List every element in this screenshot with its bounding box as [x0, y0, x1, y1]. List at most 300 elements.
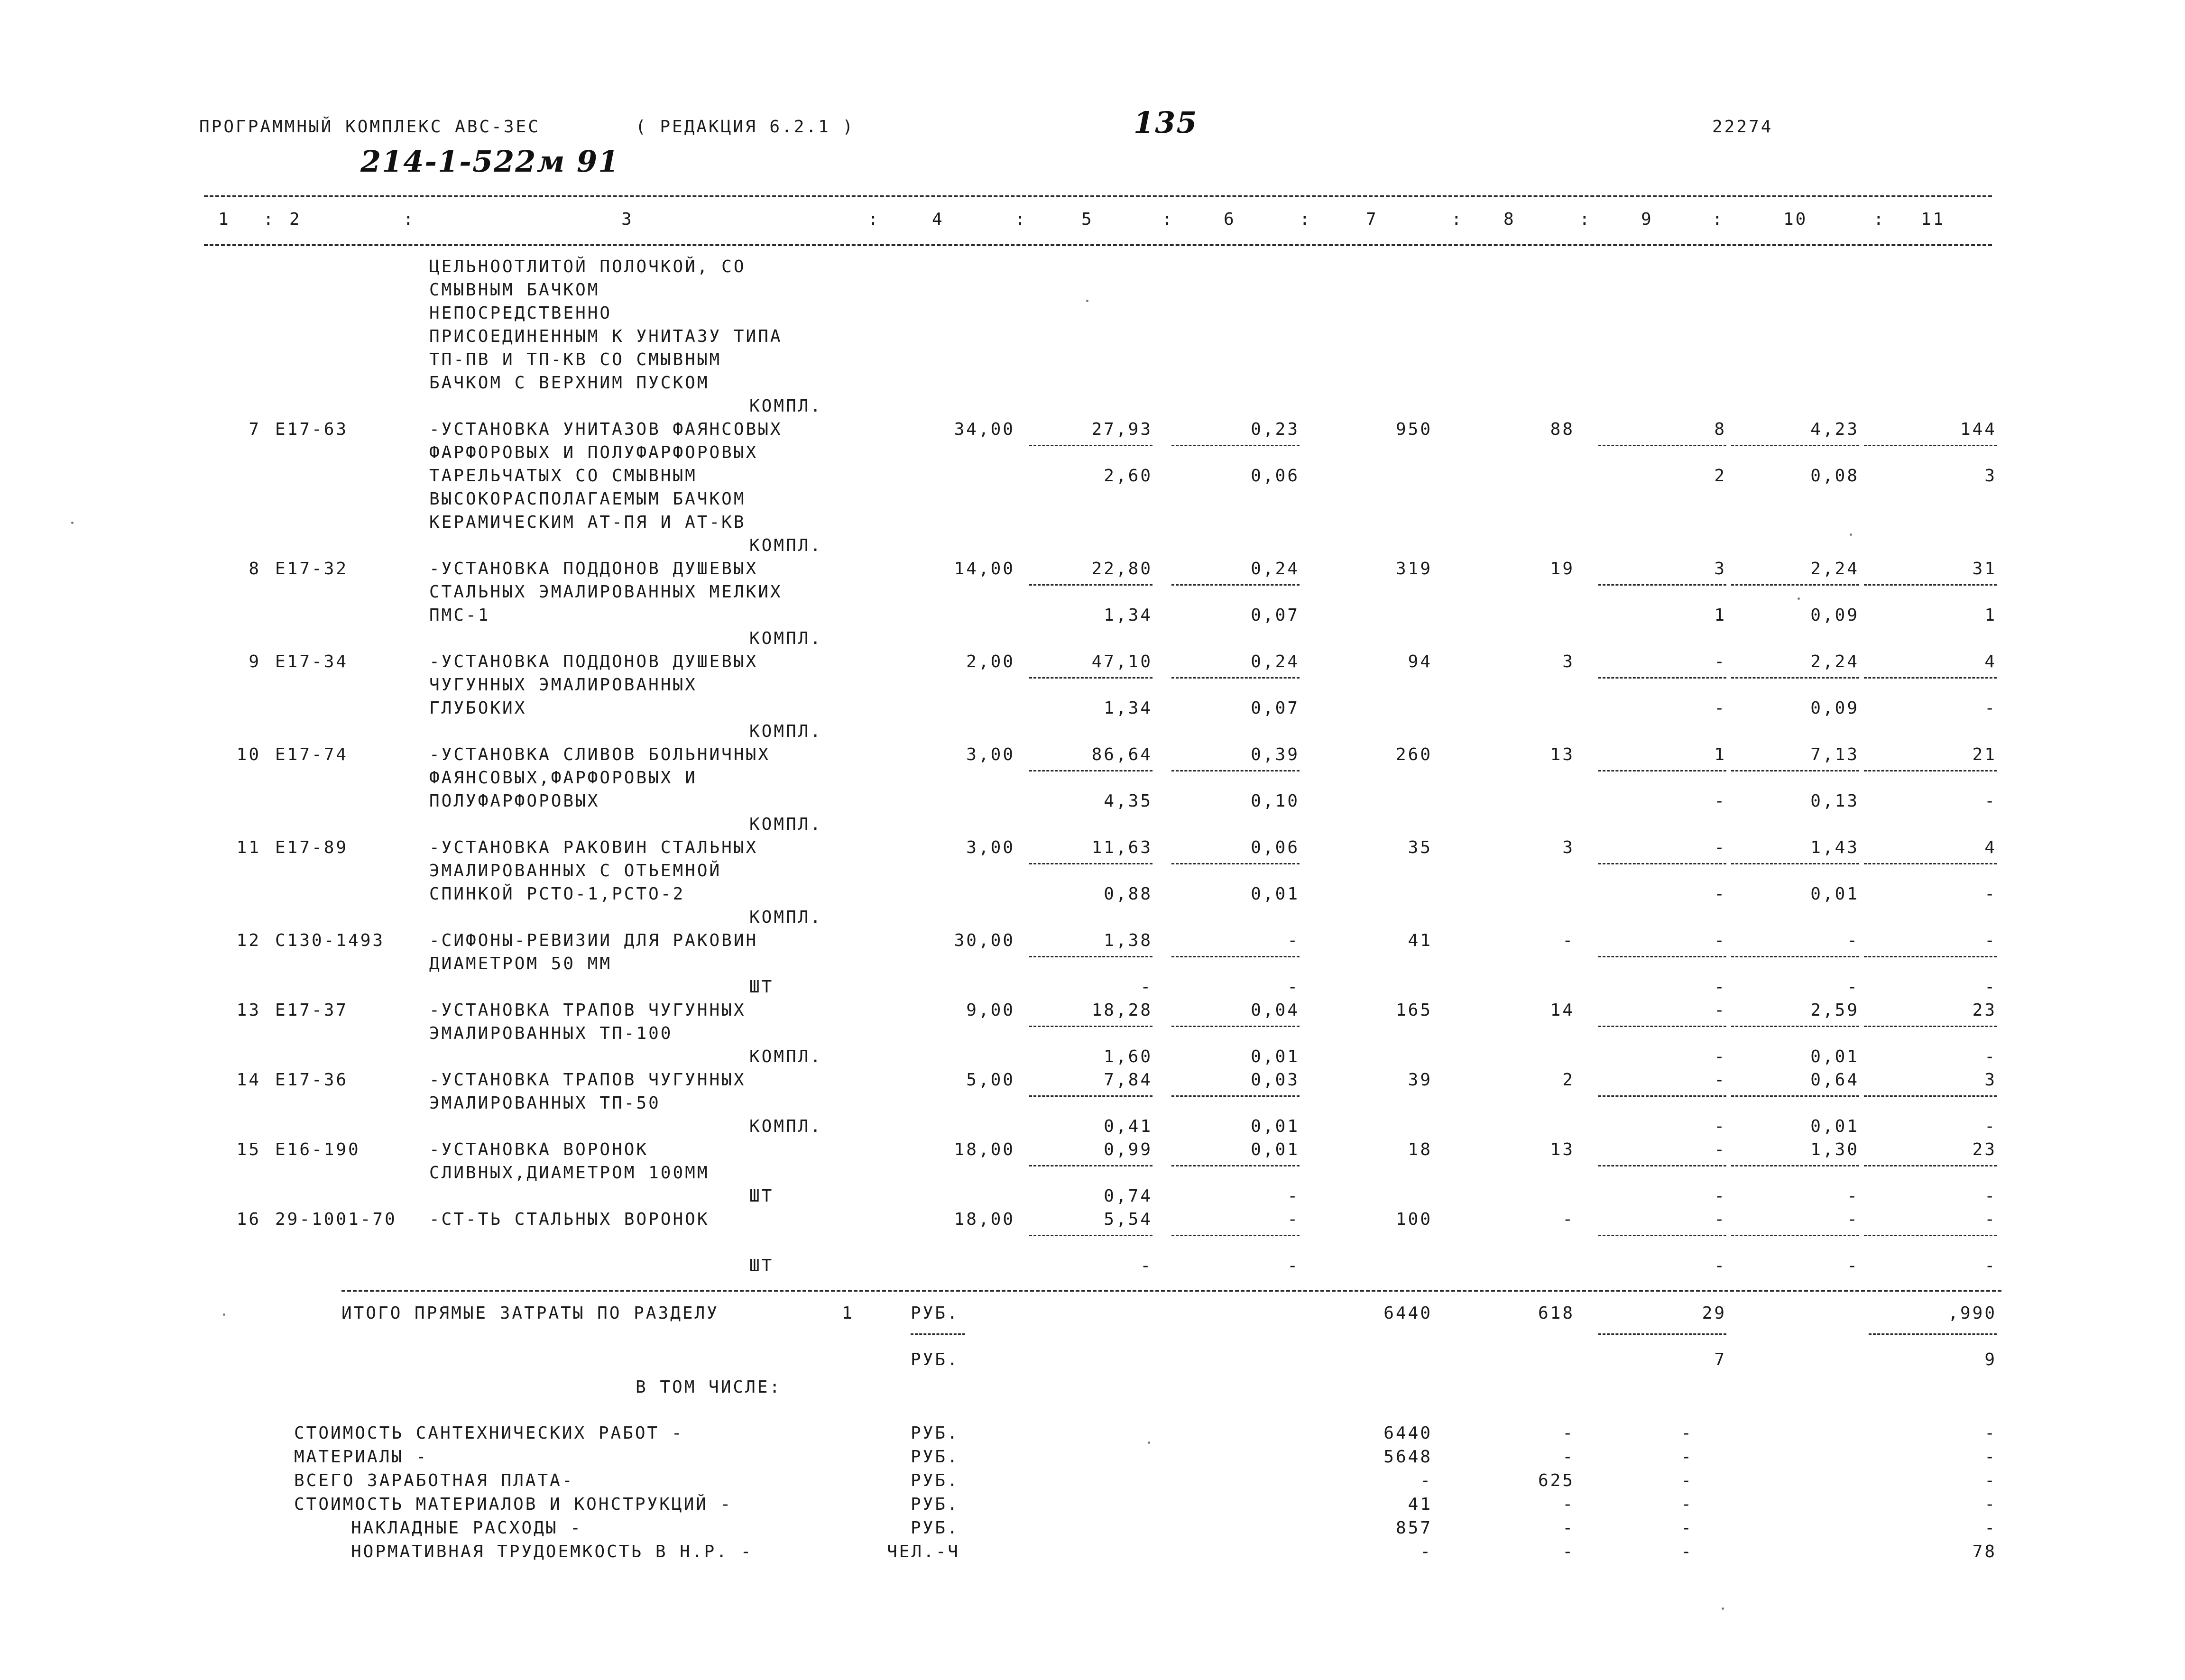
row-separator-rule [1864, 1165, 1997, 1166]
total-c11b: 9 [1984, 1350, 1997, 1369]
row-separator-rule [1731, 1165, 1859, 1166]
breakdown-c7: 5648 [1383, 1447, 1432, 1467]
row-c10b: 0,09 [1810, 698, 1859, 718]
row-c8: 3 [1562, 838, 1575, 857]
row-separator-rule [1598, 677, 1726, 679]
row-c7: 94 [1408, 652, 1432, 671]
row-c10: 7,13 [1810, 745, 1859, 764]
row-description-line: ЭМАЛИРОВАННЫХ ТП-100 [429, 1024, 673, 1043]
breakdown-unit: РУБ. [911, 1471, 959, 1490]
row-separator-rule [1171, 1235, 1300, 1236]
row-number: 15 [236, 1140, 261, 1159]
row-c6b: - [1287, 1256, 1300, 1276]
row-separator-rule [1731, 1095, 1859, 1097]
row-c6b: 0,06 [1251, 466, 1300, 486]
row-c9b: 1 [1714, 606, 1726, 625]
breakdown-c8: - [1562, 1495, 1575, 1514]
breakdown-label: СТОИМОСТЬ МАТЕРИАЛОВ И КОНСТРУКЦИЙ - [294, 1495, 733, 1514]
row-c5b: 0,41 [1104, 1117, 1152, 1136]
column-header-7: 7 [1366, 210, 1378, 229]
column-header-10: 10 [1783, 210, 1808, 229]
row-c7: 260 [1395, 745, 1432, 764]
row-c5: 18,28 [1091, 1001, 1152, 1020]
row-c10b: - [1847, 1186, 1859, 1206]
column-separator: : [868, 210, 880, 229]
row-c9: 8 [1714, 420, 1726, 439]
scan-speck [223, 1313, 225, 1316]
row-c8: 19 [1550, 559, 1575, 578]
row-separator-rule [1731, 1026, 1859, 1027]
row-separator-rule [1864, 445, 1997, 446]
row-c11: 4 [1984, 838, 1997, 857]
row-qty: 18,00 [954, 1210, 1015, 1229]
row-c9: - [1714, 1001, 1726, 1020]
breakdown-c9: - [1681, 1423, 1693, 1443]
row-separator-rule [1171, 863, 1300, 864]
row-c11b: - [1984, 1256, 1997, 1276]
row-c11: - [1984, 931, 1997, 950]
row-code: 29-1001-70 [275, 1210, 397, 1229]
row-separator-rule [1598, 445, 1726, 446]
row-c9b: - [1714, 1256, 1726, 1276]
row-description-line: -УСТАНОВКА СЛИВОВ БОЛЬНИЧНЫХ [429, 745, 770, 764]
row-unit: КОМПЛ. [749, 1047, 823, 1066]
row-separator-rule [1731, 770, 1859, 771]
row-c8: 14 [1550, 1001, 1575, 1020]
handwritten-code: 214-1-522м 91 [360, 144, 620, 179]
column-header-4: 4 [932, 210, 944, 229]
breakdown-c8: 625 [1538, 1471, 1575, 1490]
row-c11b: - [1984, 884, 1997, 904]
row-c6: 0,03 [1251, 1070, 1300, 1090]
breakdown-c7: 6440 [1383, 1423, 1432, 1443]
total-unit-rule [911, 1333, 965, 1335]
row-separator-rule [1029, 584, 1152, 586]
row-separator-rule [1029, 770, 1152, 771]
row-c5: 5,54 [1104, 1210, 1152, 1229]
row-c11b: 3 [1984, 466, 1997, 486]
breakdown-c9: - [1681, 1447, 1693, 1467]
intro-line: ЦЕЛЬНООТЛИТОЙ ПОЛОЧКОЙ, СО [429, 257, 746, 276]
row-description-line: ГЛУБОКИХ [429, 698, 527, 718]
row-unit: ШТ [749, 1256, 774, 1276]
column-header-2: 2 [289, 210, 302, 229]
row-description-line: ЧУГУННЫХ ЭМАЛИРОВАННЫХ [429, 675, 697, 695]
row-separator-rule [1029, 956, 1152, 957]
row-c11: 31 [1972, 559, 1997, 578]
row-code: С130-1493 [275, 931, 385, 950]
row-c8: 13 [1550, 1140, 1575, 1159]
row-separator-rule [1171, 1095, 1300, 1097]
edition-label: ( РЕДАКЦИЯ 6.2.1 ) [636, 117, 855, 137]
row-qty: 3,00 [966, 745, 1015, 764]
column-separator: : [1451, 210, 1464, 229]
row-c9: 1 [1714, 745, 1726, 764]
row-c5b: 0,74 [1104, 1186, 1152, 1206]
row-number: 13 [236, 1001, 261, 1020]
row-number: 16 [236, 1210, 261, 1229]
row-description-line: -УСТАНОВКА УНИТАЗОВ ФАЯНСОВЫХ [429, 420, 783, 439]
row-c11b: - [1984, 1186, 1997, 1206]
row-c5: 27,93 [1091, 420, 1152, 439]
row-c11: 4 [1984, 652, 1997, 671]
row-qty: 2,00 [966, 652, 1015, 671]
row-c11: 144 [1960, 420, 1997, 439]
row-separator-rule [1864, 956, 1997, 957]
row-separator-rule [1864, 863, 1997, 864]
row-unit: КОМПЛ. [749, 1117, 823, 1136]
header-rule-bottom [204, 244, 1992, 246]
row-separator-rule [1171, 677, 1300, 679]
row-c5: 1,38 [1104, 931, 1152, 950]
row-c10b: 0,09 [1810, 606, 1859, 625]
row-separator-rule [1864, 1095, 1997, 1097]
row-separator-rule [1029, 1165, 1152, 1166]
row-c10b: 0,08 [1810, 466, 1859, 486]
row-separator-rule [1171, 1165, 1300, 1166]
total-rule [341, 1290, 2001, 1292]
row-separator-rule [1731, 956, 1859, 957]
column-separator: : [1712, 210, 1724, 229]
breakdown-unit: РУБ. [911, 1495, 959, 1514]
row-c9b: - [1714, 977, 1726, 997]
row-c5: 47,10 [1091, 652, 1152, 671]
row-separator-rule [1171, 584, 1300, 586]
intro-line: НЕПОСРЕДСТВЕННО [429, 303, 612, 323]
row-qty: 5,00 [966, 1070, 1015, 1090]
breakdown-c7: - [1420, 1471, 1432, 1490]
row-number: 7 [249, 420, 261, 439]
column-header-11: 11 [1921, 210, 1945, 229]
including-label: В ТОМ ЧИСЛЕ: [636, 1377, 782, 1397]
breakdown-unit: РУБ. [911, 1447, 959, 1467]
row-c7: 39 [1408, 1070, 1432, 1090]
row-description-line: СЛИВНЫХ,ДИАМЕТРОМ 100ММ [429, 1163, 710, 1183]
row-c5b: 2,60 [1104, 466, 1152, 486]
intro-line: ПРИСОЕДИНЕННЫМ К УНИТАЗУ ТИПА [429, 327, 783, 346]
breakdown-c8: - [1562, 1542, 1575, 1561]
row-c7: 35 [1408, 838, 1432, 857]
doc-number: 22274 [1712, 117, 1773, 137]
row-separator-rule [1864, 1235, 1997, 1236]
row-c6b: 0,01 [1251, 1117, 1300, 1136]
breakdown-c7: - [1420, 1542, 1432, 1561]
row-c11b: - [1984, 698, 1997, 718]
row-description-line: -УСТАНОВКА ВОРОНОК [429, 1140, 649, 1159]
row-unit: КОМПЛ. [749, 629, 823, 648]
row-c5b: 4,35 [1104, 791, 1152, 811]
row-c6: 0,01 [1251, 1140, 1300, 1159]
row-code: Е17-32 [275, 559, 349, 578]
intro-unit: КОМПЛ. [749, 396, 823, 416]
row-c6: 0,04 [1251, 1001, 1300, 1020]
row-unit: ШТ [749, 977, 774, 997]
intro-line: ТП-ПВ И ТП-КВ СО СМЫВНЫМ [429, 350, 722, 369]
row-c7: 41 [1408, 931, 1432, 950]
total-c9: 29 [1702, 1304, 1726, 1323]
row-separator-rule [1864, 1026, 1997, 1027]
scan-speck [1798, 597, 1800, 600]
row-c6b: 0,01 [1251, 1047, 1300, 1066]
row-c5: 7,84 [1104, 1070, 1152, 1090]
row-c10: - [1847, 931, 1859, 950]
breakdown-c9: - [1681, 1495, 1693, 1514]
row-c11: - [1984, 1210, 1997, 1229]
row-separator-rule [1731, 584, 1859, 586]
row-c5b: 1,34 [1104, 606, 1152, 625]
row-description-line: -СТ-ТЬ СТАЛЬНЫХ ВОРОНОК [429, 1210, 710, 1229]
column-header-6: 6 [1224, 210, 1236, 229]
row-c9b: - [1714, 1117, 1726, 1136]
row-c8: 88 [1550, 420, 1575, 439]
row-c7: 165 [1395, 1001, 1432, 1020]
row-c6: 0,23 [1251, 420, 1300, 439]
column-header-1: 1 [218, 210, 230, 229]
row-c11b: - [1984, 1047, 1997, 1066]
scan-speck [1850, 533, 1852, 536]
row-description-line: -СИФОНЫ-РЕВИЗИИ ДЛЯ РАКОВИН [429, 931, 758, 950]
row-description-line: ЭМАЛИРОВАННЫХ С ОТЬЕМНОЙ [429, 861, 722, 881]
row-c11b: 1 [1984, 606, 1997, 625]
column-header-5: 5 [1081, 210, 1094, 229]
row-separator-rule [1598, 1095, 1726, 1097]
row-description-line: ПОЛУФАРФОРОВЫХ [429, 791, 600, 811]
breakdown-c8: - [1562, 1423, 1575, 1443]
row-description-line: -УСТАНОВКА ПОДДОНОВ ДУШЕВЫХ [429, 559, 758, 578]
scan-speck [1086, 300, 1088, 302]
total-unit: РУБ. [911, 1304, 959, 1323]
row-c6: 0,39 [1251, 745, 1300, 764]
row-c5: 22,80 [1091, 559, 1152, 578]
row-separator-rule [1029, 677, 1152, 679]
row-unit: ШТ [749, 1186, 774, 1206]
row-separator-rule [1029, 863, 1152, 864]
row-description-line: -УСТАНОВКА ТРАПОВ ЧУГУННЫХ [429, 1070, 746, 1090]
row-c9b: 2 [1714, 466, 1726, 486]
row-c10: 1,43 [1810, 838, 1859, 857]
breakdown-c11: - [1984, 1447, 1997, 1467]
row-c10: - [1847, 1210, 1859, 1229]
total-c9-rule [1598, 1333, 1726, 1335]
row-c10: 0,64 [1810, 1070, 1859, 1090]
column-separator: : [1873, 210, 1886, 229]
breakdown-label: МАТЕРИАЛЫ - [294, 1447, 428, 1467]
row-description-line: -УСТАНОВКА ТРАПОВ ЧУГУННЫХ [429, 1001, 746, 1020]
total-unit-2: РУБ. [911, 1350, 959, 1369]
row-separator-rule [1029, 1026, 1152, 1027]
row-c10b: - [1847, 977, 1859, 997]
row-qty: 14,00 [954, 559, 1015, 578]
row-c9b: - [1714, 884, 1726, 904]
row-separator-rule [1598, 863, 1726, 864]
row-c9: - [1714, 838, 1726, 857]
row-c8: - [1562, 1210, 1575, 1229]
row-separator-rule [1029, 445, 1152, 446]
column-header-3: 3 [621, 210, 634, 229]
row-c8: 3 [1562, 652, 1575, 671]
scan-speck [71, 522, 74, 524]
row-code: Е17-89 [275, 838, 349, 857]
row-separator-rule [1171, 445, 1300, 446]
row-c9: - [1714, 1140, 1726, 1159]
row-number: 14 [236, 1070, 261, 1090]
row-separator-rule [1598, 584, 1726, 586]
row-c5: 11,63 [1091, 838, 1152, 857]
row-description-line: ЭМАЛИРОВАННЫХ ТП-50 [429, 1093, 661, 1113]
row-c5: 86,64 [1091, 745, 1152, 764]
row-description-line: -УСТАНОВКА РАКОВИН СТАЛЬНЫХ [429, 838, 758, 857]
row-separator-rule [1029, 1235, 1152, 1236]
row-c8: 2 [1562, 1070, 1575, 1090]
row-c6b: - [1287, 1186, 1300, 1206]
row-qty: 9,00 [966, 1001, 1015, 1020]
breakdown-unit: РУБ. [911, 1423, 959, 1443]
row-c8: - [1562, 931, 1575, 950]
breakdown-c9: - [1681, 1518, 1693, 1538]
row-description-line: ФАЯНСОВЫХ,ФАРФОРОВЫХ И [429, 768, 697, 788]
row-code: Е16-190 [275, 1140, 360, 1159]
row-separator-rule [1171, 1026, 1300, 1027]
row-c5b: 1,34 [1104, 698, 1152, 718]
row-c6b: 0,10 [1251, 791, 1300, 811]
row-c11b: - [1984, 977, 1997, 997]
breakdown-unit: РУБ. [911, 1518, 959, 1538]
row-separator-rule [1598, 1165, 1726, 1166]
row-c11b: - [1984, 791, 1997, 811]
row-c7: 18 [1408, 1140, 1432, 1159]
row-unit: КОМПЛ. [749, 815, 823, 834]
row-description-line: ВЫСОКОРАСПОЛАГАЕМЫМ БАЧКОМ [429, 489, 746, 509]
total-c8: 618 [1538, 1304, 1575, 1323]
row-number: 10 [236, 745, 261, 764]
row-c10: 2,24 [1810, 652, 1859, 671]
row-description-line: ПМС-1 [429, 606, 490, 625]
row-c6b: 0,07 [1251, 698, 1300, 718]
breakdown-c11: - [1984, 1518, 1997, 1538]
row-c6: - [1287, 931, 1300, 950]
breakdown-unit: ЧЕЛ.-Ч [887, 1542, 960, 1561]
breakdown-c9: - [1681, 1542, 1693, 1561]
row-code: Е17-34 [275, 652, 349, 671]
column-header-8: 8 [1503, 210, 1516, 229]
row-c11b: - [1984, 1117, 1997, 1136]
row-separator-rule [1598, 1026, 1726, 1027]
row-c10b: 0,01 [1810, 884, 1859, 904]
row-c10: 1,30 [1810, 1140, 1859, 1159]
row-c5b: - [1140, 977, 1152, 997]
row-number: 9 [249, 652, 261, 671]
row-description-line: ТАРЕЛЬЧАТЫХ СО СМЫВНЫМ [429, 466, 697, 486]
total-c9b: 7 [1714, 1350, 1726, 1369]
row-c9b: - [1714, 1047, 1726, 1066]
breakdown-c11: 78 [1972, 1542, 1997, 1561]
row-separator-rule [1731, 677, 1859, 679]
row-c5b: 0,88 [1104, 884, 1152, 904]
row-c9: - [1714, 931, 1726, 950]
row-c7: 319 [1395, 559, 1432, 578]
row-number: 8 [249, 559, 261, 578]
row-description-line: СПИНКОЙ РСТО-1,РСТО-2 [429, 884, 685, 904]
row-c5: 0,99 [1104, 1140, 1152, 1159]
row-c10b: 0,01 [1810, 1047, 1859, 1066]
row-unit: КОМПЛ. [749, 908, 823, 927]
row-separator-rule [1731, 863, 1859, 864]
breakdown-label: НОРМАТИВНАЯ ТРУДОЕМКОСТЬ В Н.Р. - [351, 1542, 753, 1561]
header-rule-top [204, 195, 1992, 197]
page-number: 135 [1134, 105, 1198, 140]
row-separator-rule [1864, 584, 1997, 586]
total-c7: 6440 [1383, 1304, 1432, 1323]
row-code: Е17-37 [275, 1001, 349, 1020]
breakdown-c8: - [1562, 1518, 1575, 1538]
row-c10: 4,23 [1810, 420, 1859, 439]
row-c6: - [1287, 1210, 1300, 1229]
row-unit: КОМПЛ. [749, 722, 823, 741]
row-c10b: - [1847, 1256, 1859, 1276]
row-c11: 21 [1972, 745, 1997, 764]
total-section: 1 [842, 1304, 854, 1323]
row-number: 11 [236, 838, 261, 857]
row-number: 12 [236, 931, 261, 950]
row-c11: 3 [1984, 1070, 1997, 1090]
row-c9: - [1714, 1070, 1726, 1090]
row-separator-rule [1598, 1235, 1726, 1236]
intro-line: СМЫВНЫМ БАЧКОМ [429, 280, 600, 300]
row-separator-rule [1029, 1095, 1152, 1097]
breakdown-c11: - [1984, 1471, 1997, 1490]
row-separator-rule [1731, 1235, 1859, 1236]
row-c6b: 0,01 [1251, 884, 1300, 904]
breakdown-c7: 857 [1395, 1518, 1432, 1538]
column-separator: : [1162, 210, 1174, 229]
breakdown-label: НАКЛАДНЫЕ РАСХОДЫ - [351, 1518, 582, 1538]
row-c7: 100 [1395, 1210, 1432, 1229]
row-qty: 30,00 [954, 931, 1015, 950]
row-code: Е17-36 [275, 1070, 349, 1090]
row-description-line: СТАЛЬНЫХ ЭМАЛИРОВАННЫХ МЕЛКИХ [429, 582, 783, 602]
column-separator: : [403, 210, 415, 229]
row-c6b: 0,07 [1251, 606, 1300, 625]
row-unit: КОМПЛ. [749, 536, 823, 555]
total-c11: ,990 [1948, 1304, 1997, 1323]
row-separator-rule [1864, 677, 1997, 679]
row-c6b: - [1287, 977, 1300, 997]
row-c10b: 0,13 [1810, 791, 1859, 811]
row-c11: 23 [1972, 1001, 1997, 1020]
scan-speck [1722, 1607, 1724, 1610]
row-c9b: - [1714, 698, 1726, 718]
program-title: ПРОГРАММНЫЙ КОМПЛЕКС АВС-ЗЕС [199, 117, 540, 137]
row-c5b: - [1140, 1256, 1152, 1276]
row-description-line: ДИАМЕТРОМ 50 ММ [429, 954, 612, 973]
row-separator-rule [1598, 956, 1726, 957]
row-c7: 950 [1395, 420, 1432, 439]
row-qty: 3,00 [966, 838, 1015, 857]
intro-line: БАЧКОМ С ВЕРХНИМ ПУСКОМ [429, 373, 710, 393]
breakdown-label: СТОИМОСТЬ САНТЕХНИЧЕСКИХ РАБОТ - [294, 1423, 684, 1443]
row-description-line: КЕРАМИЧЕСКИМ АТ-ПЯ И АТ-КВ [429, 513, 746, 532]
row-c5b: 1,60 [1104, 1047, 1152, 1066]
row-separator-rule [1864, 770, 1997, 771]
total-c11-rule [1869, 1333, 1997, 1335]
row-qty: 34,00 [954, 420, 1015, 439]
row-separator-rule [1171, 770, 1300, 771]
breakdown-c7: 41 [1408, 1495, 1432, 1514]
total-label: ИТОГО ПРЯМЫЕ ЗАТРАТЫ ПО РАЗДЕЛУ [341, 1304, 719, 1323]
row-c9b: - [1714, 1186, 1726, 1206]
column-separator: : [1300, 210, 1312, 229]
breakdown-c11: - [1984, 1495, 1997, 1514]
